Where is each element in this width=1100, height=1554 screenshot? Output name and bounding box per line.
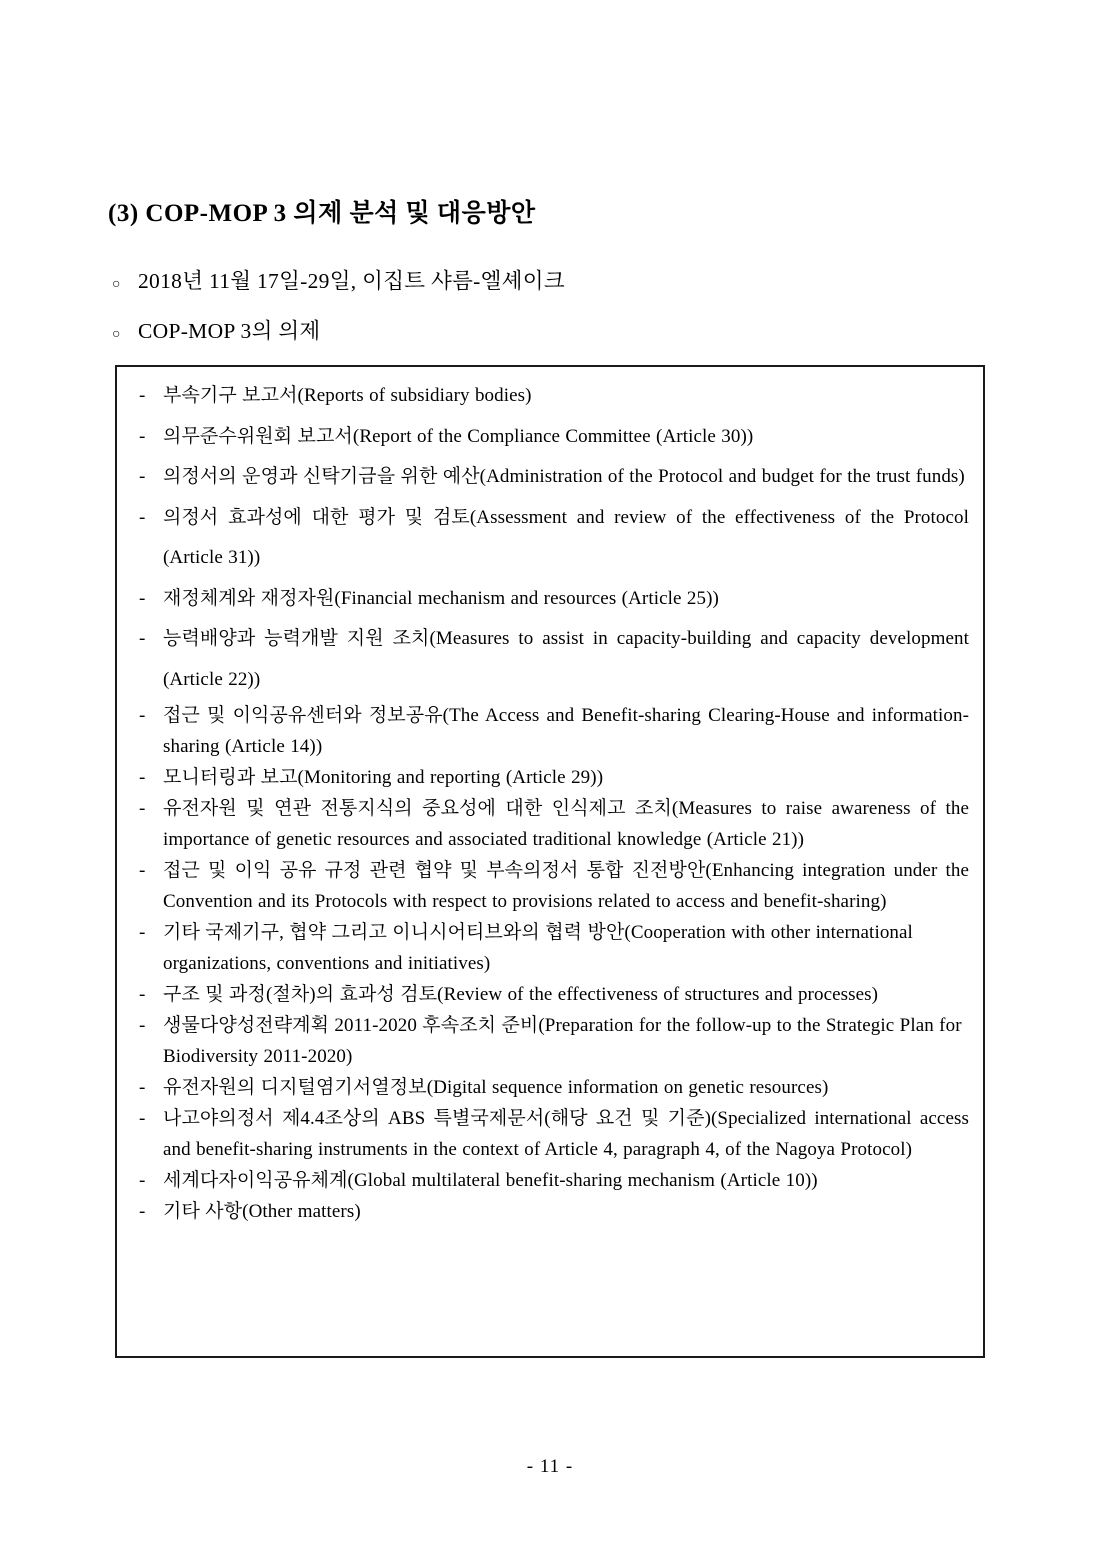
- agenda-list: [117, 367, 983, 1233]
- dash-bullet-icon: -: [139, 1108, 146, 1129]
- agenda-item-label: 세계다자이익공유체계(Global multilateral benefit-sharing mechanism (Article 10)): [163, 1170, 818, 1191]
- agenda-item-label: 의정서 효과성에 대한 평가 및 검토(Assessment and review of the effectiveness of the Protocol (Article 31)): [163, 506, 969, 568]
- meta-item-label: 2018년 11월 17일-29일, 이집트 샤름-엘셰이크: [138, 269, 565, 293]
- dash-bullet-icon: -: [139, 385, 146, 406]
- agenda-item-label: 의정서의 운영과 신탁기금을 위한 예산(Administration of the Protocol and budget for the trust funds): [163, 466, 965, 487]
- dash-bullet-icon: -: [139, 1201, 146, 1222]
- list-item: [112, 308, 972, 358]
- page-title: (3) COP-MOP 3 의제 분석 및 대응방안: [108, 199, 536, 227]
- agenda-item: [139, 700, 969, 762]
- dash-bullet-icon: -: [139, 506, 146, 528]
- agenda-item-label: 능력배양과 능력개발 지원 조치(Measures to assist in capacity-building and capacity development (Article 22)): [163, 628, 969, 690]
- agenda-item-label: 기타 국제기구, 협약 그리고 이니시어티브와의 협력 방안(Cooperation with other international organizations, conventions and initiatives): [163, 922, 913, 974]
- agenda-item: [139, 498, 969, 579]
- list-item: [112, 258, 972, 308]
- agenda-item-label: 나고야의정서 제4.4조상의 ABS 특별국제문서(해당 요건 및 기준)(Specialized international access and benefit-sharing instruments in the context of Article 4, paragraph 4, of the Nagoya Protocol): [163, 1108, 969, 1160]
- dash-bullet-icon: -: [139, 860, 146, 881]
- agenda-item: [139, 762, 969, 793]
- dash-bullet-icon: -: [139, 425, 146, 447]
- agenda-item: [139, 417, 969, 458]
- agenda-item: [139, 855, 969, 917]
- agenda-box: [115, 365, 985, 1358]
- agenda-item-label: 모니터링과 보고(Monitoring and reporting (Article 29)): [163, 767, 604, 788]
- agenda-item-label: 접근 및 이익공유센터와 정보공유(The Access and Benefit-sharing Clearing-House and information-sharing (Article 14)): [163, 705, 969, 757]
- agenda-item: [139, 619, 969, 700]
- agenda-item: [139, 917, 969, 979]
- agenda-item: [139, 1196, 969, 1227]
- agenda-item-label: 의무준수위원회 보고서(Report of the Compliance Committee (Article 30)): [163, 425, 754, 447]
- dash-bullet-icon: -: [139, 1170, 146, 1191]
- agenda-item: [139, 793, 969, 855]
- agenda-item-label: 접근 및 이익 공유 규정 관련 협약 및 부속의정서 통합 진전방안(Enhancing integration under the Convention and its Protocols with respect to provisions related to access and benefit-sharing): [163, 860, 969, 912]
- dash-bullet-icon: -: [139, 628, 146, 649]
- agenda-item-label: 유전자원의 디지털염기서열정보(Digital sequence information on genetic resources): [163, 1077, 829, 1098]
- dash-bullet-icon: -: [139, 1015, 146, 1036]
- agenda-item: [139, 457, 969, 498]
- circle-bullet-icon: ○: [112, 327, 121, 342]
- page-number: - 11 -: [526, 1456, 574, 1477]
- agenda-item: [139, 1010, 969, 1072]
- meta-bullet-list: [112, 258, 972, 358]
- agenda-item: [139, 376, 969, 417]
- agenda-item: [139, 1072, 969, 1103]
- dash-bullet-icon: -: [139, 1077, 146, 1098]
- agenda-item: [139, 1165, 969, 1196]
- agenda-item: [139, 579, 969, 620]
- dash-bullet-icon: -: [139, 587, 146, 609]
- agenda-item-label: 부속기구 보고서(Reports of subsidiary bodies): [163, 385, 532, 406]
- dash-bullet-icon: -: [139, 984, 146, 1005]
- agenda-item: [139, 1103, 969, 1165]
- dash-bullet-icon: -: [139, 466, 146, 487]
- agenda-item-label: 유전자원 및 연관 전통지식의 중요성에 대한 인식제고 조치(Measures to raise awareness of the importance of genetic resources and associated traditional knowledge (Article 21)): [163, 798, 969, 850]
- agenda-item-label: 기타 사항(Other matters): [163, 1201, 361, 1222]
- meta-item-label: COP-MOP 3의 의제: [138, 319, 321, 343]
- dash-bullet-icon: -: [139, 922, 146, 943]
- dash-bullet-icon: -: [139, 798, 146, 819]
- dash-bullet-icon: -: [139, 705, 146, 726]
- agenda-item-label: 재정체계와 재정자원(Financial mechanism and resources (Article 25)): [163, 587, 719, 609]
- agenda-item-label: 구조 및 과정(절차)의 효과성 검토(Review of the effectiveness of structures and processes): [163, 984, 879, 1005]
- agenda-item-label: 생물다양성전략계획 2011-2020 후속조치 준비(Preparation for the follow-up to the Strategic Plan for Biodiversity 2011-2020): [163, 1015, 962, 1067]
- dash-bullet-icon: -: [139, 767, 146, 788]
- agenda-item: [139, 979, 969, 1010]
- circle-bullet-icon: ○: [112, 277, 121, 292]
